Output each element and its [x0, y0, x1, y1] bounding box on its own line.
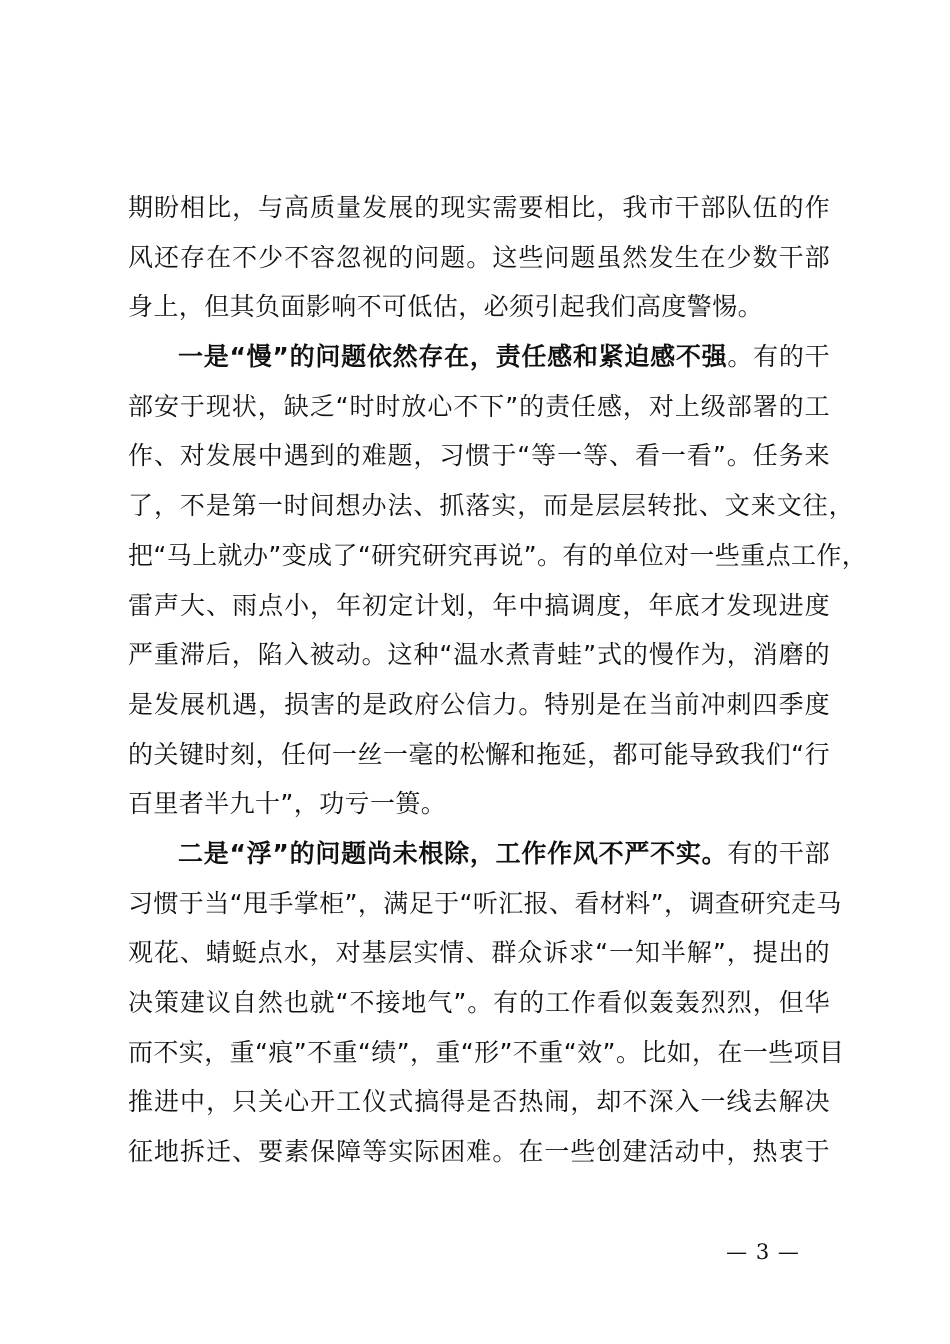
paragraph-lead-heading: 一是“慢”的问题依然存在，责任感和紧迫感不强: [178, 342, 728, 372]
text-line: 而不实，重“痕”不重“绩”，重“形”不重“效”。比如，在一些项目: [128, 1037, 845, 1067]
text-line: 作、对发展中遇到的难题，习惯于“等一等、看一看”。任务来: [128, 441, 830, 471]
text-line: 是发展机遇，损害的是政府公信力。特别是在当前冲刺四季度: [128, 689, 830, 719]
text-line: 征地拆迁、要素保障等实际困难。在一些创建活动中，热衷于: [128, 1137, 830, 1167]
text-line: 的关键时刻，任何一丝一毫的松懈和拖延，都可能导致我们“行: [128, 739, 830, 769]
paragraph-first-line: [128, 829, 830, 879]
text-line: 期盼相比，与高质量发展的现实需要相比，我市干部队伍的作: [128, 193, 830, 222]
text-line: 观花、蜻蜓点水，对基层实情、群众诉求“一知半解”，提出的: [128, 938, 830, 968]
text-line: 雷声大、雨点小，年初定计划，年中搞调度，年底才发现进度: [128, 590, 830, 620]
text-line: 习惯于当“甩手掌柜”，满足于“听汇报、看材料”，调查研究走马: [128, 888, 842, 918]
text-line: 部安于现状，缺乏“时时放心不下”的责任感，对上级部署的工: [128, 391, 830, 421]
text-line: 决策建议自然也就“不接地气”。有的工作看似轰轰烈烈，但华: [128, 988, 830, 1017]
text-line: 严重滞后，陷入被动。这种“温水煮青蛙”式的慢作为，消磨的: [128, 640, 830, 670]
paragraph-lead-heading: 二是“浮”的问题尚未根除，工作作风不严不实。: [178, 838, 728, 868]
text-line: 风还存在不少不容忽视的问题。这些问题虽然发生在少数干部: [128, 242, 830, 272]
text-line: 把“马上就办”变成了“研究研究再说”。有的单位对一些重点工作，: [128, 540, 868, 570]
page-number: — 3 —: [726, 1240, 800, 1264]
paragraph-first-line-rest: 有的干部: [727, 838, 830, 868]
text-line: 了，不是第一时间想办法、抓落实，而是层层转批、文来文往，: [128, 491, 854, 521]
paragraph-first-line: [128, 332, 830, 382]
paragraph-first-line-rest: 。有的干: [727, 342, 830, 372]
text-line: 推进中，只关心开工仪式搞得是否热闹，却不深入一线去解决: [128, 1087, 830, 1117]
text-line: 百里者半九十”，功亏一篑。: [128, 789, 447, 819]
document-body: [128, 183, 868, 1177]
text-line: 身上，但其负面影响不可低估，必须引起我们高度警惕。: [128, 292, 764, 322]
